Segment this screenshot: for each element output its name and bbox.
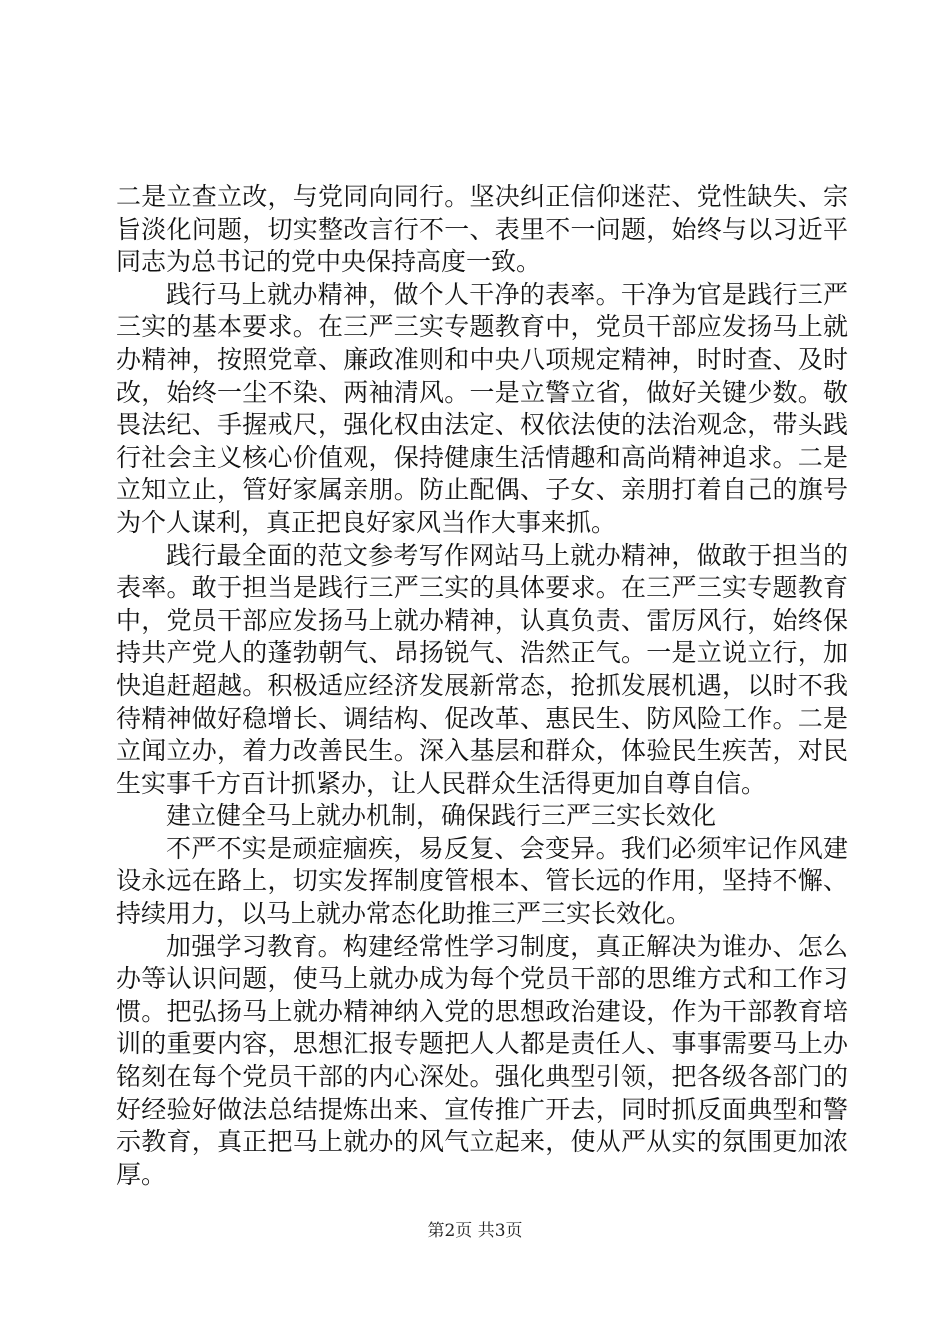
page-number-footer: 第2页 共3页: [427, 1221, 523, 1241]
paragraph-3: 践行最全面的范文参考写作网站马上就办精神，做敢于担当的表率。敢于担当是践行三严三实的具体要求。在三严三实专题教育中，党员干部应发扬马上就办精神，认真负责、雷厉风行，始终保持共产党人的蓬勃朝气、昂扬锐气、浩然正气。一是立说立行，加快追赶超越。积极适应经济发展新常态，抢抓发展机遇，以时不我待精神做好稳增长、调结构、促改革、惠民生、防风险工作。二是立闻立办，着力改善民生。深入基层和群众，体验民生疾苦，对民生实事千方百计抓紧办，让人民群众生活得更加自尊自信。: [116, 540, 848, 798]
paragraph-1: 二是立查立改，与党同向同行。坚决纠正信仰迷茫、党性缺失、宗旨淡化问题，切实整改言行不一、表里不一问题，始终与以习近平同志为总书记的党中央保持高度一致。: [116, 182, 848, 277]
paragraph-5: 不严不实是顽症痼疾，易反复、会变异。我们必须牢记作风建设永远在路上，切实发挥制度管根本、管长远的作用，坚持不懈、持续用力，以马上就办常态化助推三严三实长效化。: [116, 833, 848, 929]
paragraph-6: 加强学习教育。构建经常性学习制度，真正解决为谁办、怎么办等认识问题，使马上就办成为每个党员干部的思维方式和工作习惯。把弘扬马上就办精神纳入党的思想政治建设，作为干部教育培训的重要内容，思想汇报专题把人人都是责任人、事事需要马上办铭刻在每个党员干部的内心深处。强化典型引领，把各级各部门的好经验好做法总结提炼出来、宣传推广开去，同时抓反面典型和警示教育，真正把马上就办的风气立起来，使从严从实的氛围更加浓厚。: [116, 931, 848, 1189]
paragraph-2: 践行马上就办精神，做个人干净的表率。干净为官是践行三严三实的基本要求。在三严三实专题教育中，党员干部应发扬马上就办精神，按照党章、廉政准则和中央八项规定精神，时时查、及时改，始终一尘不染、两袖清风。一是立警立省，做好关键少数。敬畏法纪、手握戒尺，强化权由法定、权依法使的法治观念，带头践行社会主义核心价值观，保持健康生活情趣和高尚精神追求。二是立知立止，管好家属亲朋。防止配偶、子女、亲朋打着自己的旗号为个人谋利，真正把良好家风当作大事来抓。: [116, 279, 848, 537]
document-body: [116, 181, 848, 1191]
section-heading: 建立健全马上就办机制，确保践行三严三实长效化: [166, 801, 717, 831]
